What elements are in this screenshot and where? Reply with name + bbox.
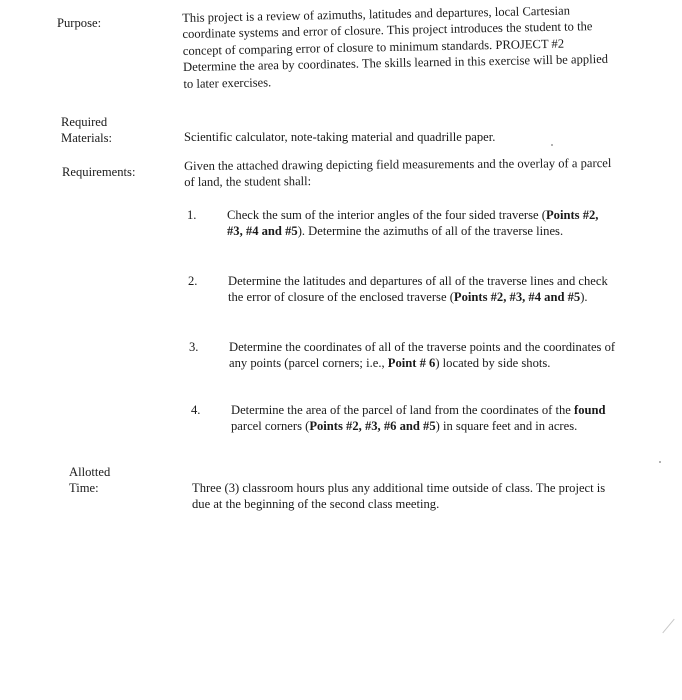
item-text: Determine the coordinates of all of the traverse points and the coordinates of any points (parcel corners; i.e., Point # 6) located by side shots. [229, 340, 616, 371]
item-text: Determine the area of the parcel of land from the coordinates of the found parcel corners (Points #2, #3, #6 and #5) in square feet and in acres. [231, 403, 606, 434]
allotted-text: Three (3) classroom hours plus any additional time outside of class. The project is due at the beginning of the second class meeting. [192, 481, 606, 512]
purpose-text: This project is a review of azimuths, latitudes and departures, local Cartesian coordinate systems and error of closure. This project introduces the student to the concept of comparing error of closure to minimum standards. PROJECT #2 Determine the area by coordinates. The skills learned in this exercise will be applied to later exercises. [182, 3, 609, 91]
item-text: Check the sum of the interior angles of the four sided traverse (Points #2, #3, #4 and #5). Determine the azimuths of all of the traverse lines. [227, 208, 599, 239]
allotted-label: Allotted Time: [69, 465, 111, 496]
item-number: 4. [191, 403, 201, 417]
scan-mark [662, 619, 674, 633]
scan-speck [551, 144, 553, 146]
item-number: 1. [187, 208, 197, 222]
item-number: 2. [188, 274, 198, 288]
purpose-label: Purpose: [57, 16, 102, 30]
item-number: 3. [189, 340, 199, 354]
materials-label: Required Materials: [61, 115, 113, 146]
requirements-intro: Given the attached drawing depicting field measurements and the overlay of a parcel of land, the student shall: [184, 156, 612, 190]
item-text: Determine the latitudes and departures of all of the traverse lines and check the error of closure of the enclosed traverse (Points #2, #3, #4 and #5). [228, 274, 608, 305]
materials-text: Scientific calculator, note-taking material and quadrille paper. [184, 130, 496, 144]
requirements-label: Requirements: [62, 165, 136, 179]
scan-speck [659, 461, 661, 463]
